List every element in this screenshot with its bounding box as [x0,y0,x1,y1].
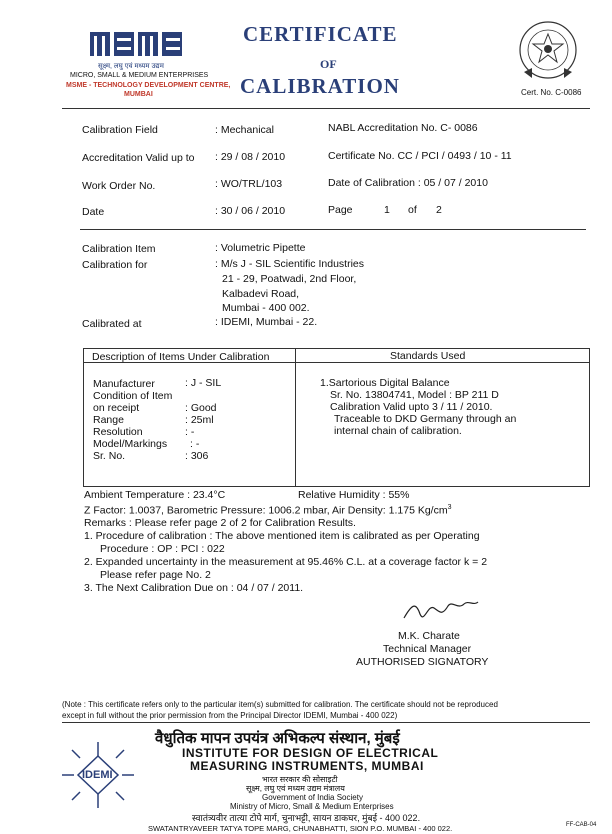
condition-label-2: on receipt [93,402,140,414]
institute-line-1: INSTITUTE FOR DESIGN OF ELECTRICAL [182,746,439,760]
page-num: 1 [384,204,390,216]
signatory-title: Technical Manager [383,643,472,655]
for-line-2: 21 - 29, Poatwadi, 2nd Floor, [222,273,357,285]
title-certificate: CERTIFICATE [243,22,398,46]
note-1-line-2: Procedure : OP : PCI : 022 [100,543,225,555]
cert-no: Cert. No. C-0086 [521,88,582,97]
centre-line-2: MUMBAI [124,91,153,98]
note-1-line-1: 1. Procedure of calibration : The above mentioned item is calibrated as per Operating [84,530,480,542]
certificate-no: Certificate No. CC / PCI / 0493 / 10 - 11 [328,150,512,162]
gov-society: Government of India Society [262,793,363,802]
signatory-authority: AUTHORISED SIGNATORY [356,656,489,668]
range-label: Range [93,414,124,426]
footer-hindi-gov: भारत सरकार की सोसाइटी [262,775,338,784]
z-factor: Z Factor: 1.0037, Barometric Pressure: 1006.2 mbar, Air Density: 1.175 Kg/cm [84,504,448,517]
title-calibration: CALIBRATION [240,74,400,98]
footer-hindi-address: स्वातंत्र्यवीर तात्या टोपे मार्ग, चुनाभट्टी, सायन डाकघर, मुंबई - 400 022. [192,813,421,823]
col2-header: Standards Used [390,350,466,362]
work-order-value: : WO/TRL/103 [215,178,283,190]
date-of-calibration: Date of Calibration : 05 / 07 / 2010 [328,177,488,189]
condition-label-1: Condition of Item [93,390,173,402]
range-value: : 25ml [185,414,214,426]
standard-line-4: Traceable to DKD Germany through an [334,413,517,425]
item-value: : Volumetric Pipette [215,242,306,254]
centre-line-1: MSME - TECHNOLOGY DEVELOPMENT CENTRE, [66,82,231,89]
standard-line-1: 1.Sartorious Digital Balance [320,377,450,389]
idemi-logo [60,740,136,810]
accreditation-value: : 29 / 08 / 2010 [215,151,286,163]
at-value: : IDEMI, Mumbai - 22. [215,316,318,328]
page-of: of [408,204,417,216]
title-of: OF [320,57,337,71]
at-label: Calibrated at [82,318,142,330]
for-label: Calibration for [82,259,148,271]
note-2-line-1: 2. Expanded uncertainty in the measurement at 95.46% C.L. at a coverage factor k = 2 [84,556,488,568]
msme-logo-icon [90,30,182,58]
note-3: 3. The Next Calibration Due on : 04 / 07 / 2011. [84,582,304,594]
form-code: FF-CAB-04 [566,822,597,828]
signature-scribble [400,596,480,626]
nabl-seal [516,20,580,86]
col1-header: Description of Items Under Calibration [92,351,270,363]
calibration-field-label: Calibration Field [82,124,158,136]
manufacturer-label: Manufacturer [93,378,155,390]
date-label: Date [82,206,105,218]
footer-note-line-2: except in full without the prior permission from the Principal Director IDEMI, Mumbai - 400 022) [62,711,398,720]
accreditation-label: Accreditation Valid up to [82,152,195,164]
z-factor-sup: 3 [447,504,452,511]
ministry: Ministry of Micro, Small & Medium Enterprises [230,802,394,811]
footer-address: SWATANTRYAVEER TATYA TOPE MARG, CHUNABHATTI, SION P.O. MUMBAI - 400 022. [148,824,453,833]
manufacturer-value: : J - SIL [185,377,222,389]
srno-label: Sr. No. [93,450,126,462]
model-value: : - [190,438,200,450]
remarks: Remarks : Please refer page 2 of 2 for Calibration Results. [84,517,356,529]
item-label: Calibration Item [82,243,156,255]
resolution-value: : - [185,426,195,438]
calibration-field-value: : Mechanical [215,124,274,136]
msme-english: MICRO, SMALL & MEDIUM ENTERPRISES [70,72,209,79]
relative-humidity: Relative Humidity : 55% [298,489,410,501]
footer-hindi-ministry: सूक्ष्म, लघु एवं मध्यम उद्यम मंत्रालय [246,784,345,793]
nabl-seal-icon [516,20,580,86]
work-order-label: Work Order No. [82,180,156,192]
page-total: 2 [436,204,442,216]
for-line-3: Kalbadevi Road, [222,288,300,300]
note-2-line-2: Please refer page No. 2 [100,569,211,581]
footer-note-line-1: (Note : This certificate refers only to the particular item(s) submitted for calibration. The certificate should not be reproduced [62,700,498,709]
srno-value: : 306 [185,450,209,462]
page-label: Page [328,204,353,216]
resolution-label: Resolution [93,426,143,438]
z-factor-line [84,504,451,517]
date-value: : 30 / 06 / 2010 [215,205,286,217]
standard-line-3: Calibration Valid upto 3 / 11 / 2010. [330,401,493,413]
idemi-logo-text: IDEMI [82,769,113,781]
standard-line-2: Sr. No. 13804741, Model : BP 211 D [330,389,499,401]
for-line-4: Mumbai - 400 002. [222,302,310,314]
institute-line-2: MEASURING INSTRUMENTS, MUMBAI [190,759,424,773]
ambient-temperature: Ambient Temperature : 23.4°C [84,489,226,501]
nabl-accreditation: NABL Accreditation No. C- 0086 [328,122,478,134]
condition-value: : Good [185,402,217,414]
footer-hindi-title: वैधुतिक मापन उपयंत्र अभिकल्प संस्थान, मुंबई [155,730,400,747]
msme-hindi: सूक्ष्म, लघु एवं मध्यम उद्यम [98,63,164,70]
standard-line-5: internal chain of calibration. [334,425,462,437]
for-line-1: : M/s J - SIL Scientific Industries [215,258,364,270]
model-label: Model/Markings [93,438,168,450]
signatory-name: M.K. Charate [398,630,460,642]
signature-icon [400,596,480,626]
